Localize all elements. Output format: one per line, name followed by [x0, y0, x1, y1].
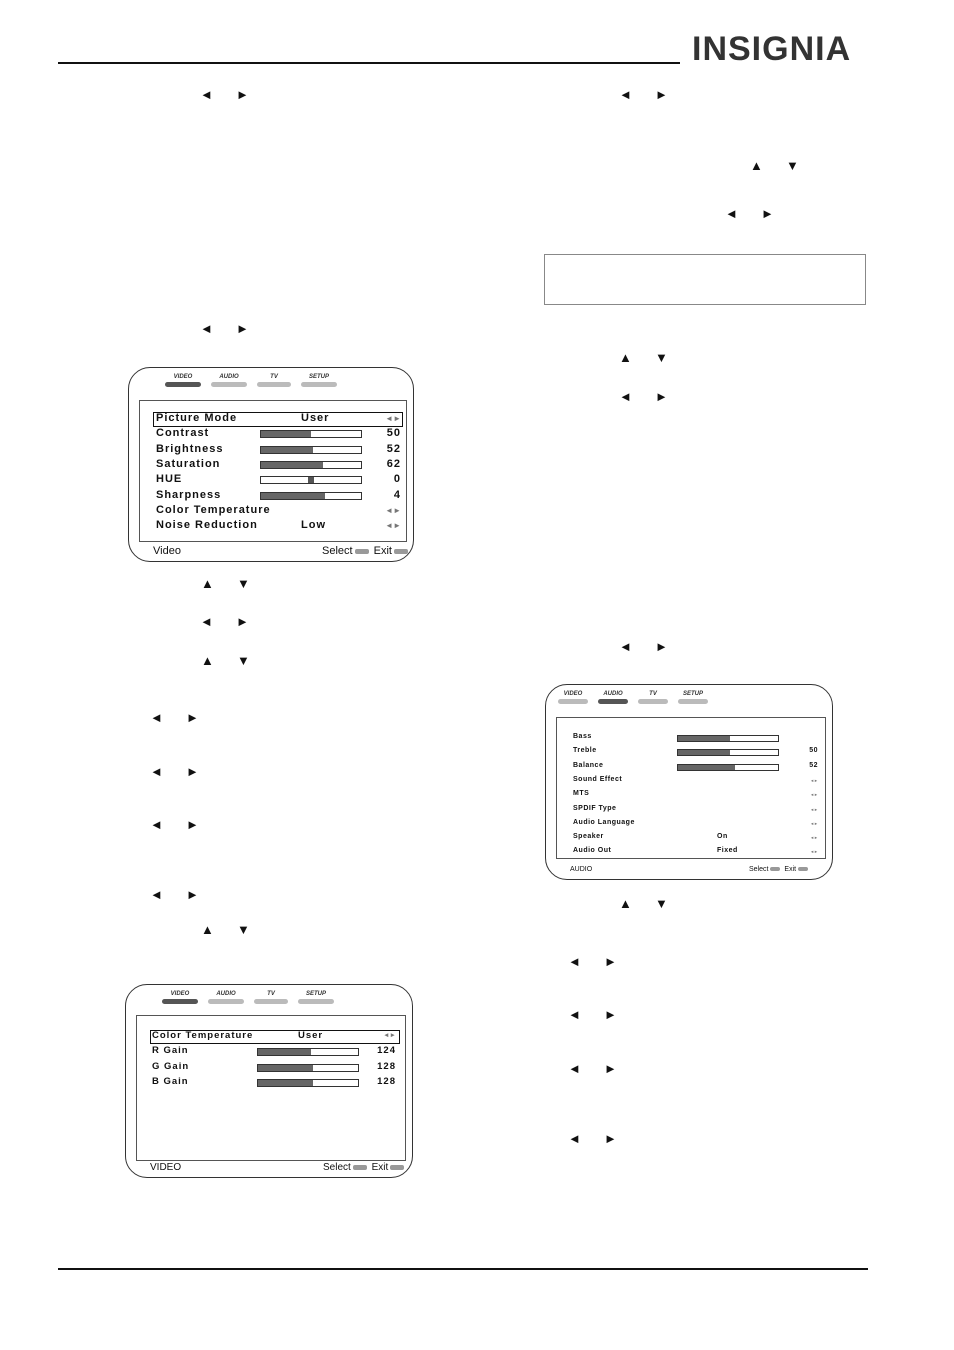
down-arrow-icon: ▼	[655, 350, 668, 365]
select-key-icon	[353, 1165, 367, 1170]
right-arrow-icon: ►	[655, 389, 668, 404]
tab-pill	[558, 699, 588, 704]
tab-pill	[257, 382, 291, 387]
right-arrow-icon: ►	[186, 887, 199, 902]
left-arrow-icon: ◄	[568, 1061, 581, 1076]
right-arrow-icon: ►	[236, 614, 249, 629]
select-label: Select	[749, 866, 769, 873]
menu-item-label[interactable]: Audio Language	[573, 818, 635, 826]
menu-item-label[interactable]: MTS	[573, 790, 590, 798]
slider-fill	[261, 431, 311, 437]
tab-label: TV	[267, 991, 275, 997]
menu-item-value: 62	[386, 457, 401, 470]
tab-pill	[298, 999, 334, 1004]
level-slider[interactable]	[677, 735, 779, 742]
select-key-icon	[770, 867, 780, 871]
adjust-arrows-icon: ◄►	[810, 792, 818, 798]
tab-pill	[211, 382, 247, 387]
menu-item-label[interactable]: Saturation	[156, 457, 221, 470]
menu-item-value: 128	[377, 1075, 396, 1087]
left-arrow-icon: ◄	[568, 1131, 581, 1146]
right-arrow-icon: ►	[604, 1007, 617, 1022]
menu-item-label[interactable]: Treble	[573, 747, 597, 755]
audio-footer-left: AUDIO	[570, 866, 593, 873]
adjust-arrows-icon: ◄►	[810, 849, 818, 855]
selected-item-highlight	[150, 1030, 400, 1044]
footer-rule	[58, 1268, 868, 1270]
slider-fill	[261, 493, 325, 499]
down-arrow-icon: ▼	[237, 576, 250, 591]
tab-tv[interactable]	[254, 991, 288, 1004]
level-slider[interactable]	[260, 461, 362, 469]
menu-key-icon	[390, 1165, 404, 1170]
tab-label: VIDEO	[563, 691, 583, 697]
menu-item-value: On	[717, 833, 728, 841]
menu-item-label[interactable]: Brightness	[156, 442, 224, 455]
left-arrow-icon: ◄	[200, 614, 213, 629]
down-arrow-icon: ▼	[237, 922, 250, 937]
right-arrow-icon: ►	[236, 321, 249, 336]
level-slider[interactable]	[260, 430, 362, 438]
down-arrow-icon: ▼	[237, 653, 250, 668]
select-label: Select	[322, 545, 353, 557]
menu-item-label[interactable]: Balance	[573, 761, 604, 769]
adjust-arrows-icon: ◄►	[810, 835, 818, 841]
left-arrow-icon: ◄	[150, 817, 163, 832]
video-menu-tabs	[165, 374, 347, 387]
menu-item-label[interactable]: Noise Reduction	[156, 519, 258, 532]
left-arrow-icon: ◄	[200, 321, 213, 336]
tab-audio[interactable]	[598, 691, 628, 704]
adjust-arrows-icon: ◄►	[385, 521, 401, 531]
audio-menu-tabs	[558, 691, 718, 704]
adjust-arrows-icon: ◄►	[385, 414, 401, 423]
tab-label: SETUP	[682, 691, 703, 697]
right-arrow-icon: ►	[186, 764, 199, 779]
tab-pill	[638, 699, 668, 704]
menu-item-value: User	[298, 1030, 324, 1041]
menu-item-label[interactable]: R Gain	[152, 1045, 189, 1057]
tab-label: AUDIO	[216, 991, 236, 997]
slider-fill	[261, 447, 313, 453]
up-arrow-icon: ▲	[750, 158, 763, 173]
menu-item-value: 124	[377, 1045, 396, 1057]
audio-footer-right	[749, 866, 810, 873]
tab-label: SETUP	[308, 374, 329, 380]
menu-item-value: 4	[393, 488, 401, 501]
tab-label: VIDEO	[173, 374, 193, 380]
right-arrow-icon: ►	[186, 817, 199, 832]
select-label: Select	[323, 1162, 351, 1173]
note-box	[544, 254, 866, 305]
selected-item-highlight	[153, 412, 403, 427]
menu-key-icon	[394, 549, 408, 554]
tab-pill	[208, 999, 244, 1004]
menu-item-label[interactable]: Sharpness	[156, 488, 222, 501]
left-arrow-icon: ◄	[150, 710, 163, 725]
left-arrow-icon: ◄	[619, 389, 632, 404]
left-arrow-icon: ◄	[725, 206, 738, 221]
menu-item-label[interactable]: Audio Out	[573, 847, 612, 855]
tab-pill	[165, 382, 201, 387]
slider-fill	[678, 750, 730, 755]
slider-fill	[261, 462, 323, 468]
right-arrow-icon: ►	[761, 206, 774, 221]
exit-label: Exit	[784, 866, 797, 873]
tab-pill	[598, 699, 628, 704]
right-arrow-icon: ►	[186, 710, 199, 725]
color-temp-footer-right	[323, 1162, 406, 1173]
color-temp-footer-left: VIDEO	[150, 1162, 182, 1173]
slider-fill	[678, 765, 735, 770]
menu-item-value: 52	[809, 761, 818, 769]
level-slider[interactable]	[257, 1048, 359, 1056]
slider-fill	[258, 1080, 313, 1086]
left-arrow-icon: ◄	[150, 764, 163, 779]
tab-tv[interactable]	[257, 374, 291, 387]
color-temp-menu-tabs	[162, 991, 344, 1004]
tab-pill	[678, 699, 708, 704]
menu-item-label[interactable]: SPDIF Type	[573, 804, 617, 812]
tab-label: TV	[649, 691, 657, 697]
tab-pill	[301, 382, 337, 387]
menu-item-value: 50	[386, 427, 401, 440]
level-slider[interactable]	[260, 476, 362, 484]
menu-item-value: 52	[386, 442, 401, 455]
menu-item-value: Fixed	[717, 847, 738, 855]
up-arrow-icon: ▲	[619, 350, 632, 365]
up-arrow-icon: ▲	[201, 653, 214, 668]
tab-label: TV	[270, 374, 278, 380]
select-key-icon	[355, 549, 369, 554]
adjust-arrows-icon: ◄►	[810, 806, 818, 812]
right-arrow-icon: ►	[604, 954, 617, 969]
adjust-arrows-icon: ◄►	[385, 505, 401, 515]
tab-setup[interactable]	[298, 991, 334, 1004]
menu-item-label[interactable]: Picture Mode	[156, 412, 238, 424]
down-arrow-icon: ▼	[786, 158, 799, 173]
tab-pill	[162, 999, 198, 1004]
tab-label: SETUP	[305, 991, 326, 997]
menu-item-label[interactable]: Color Temperature	[152, 1030, 254, 1041]
tab-pill	[254, 999, 288, 1004]
video-menu-footer-left: Video	[153, 545, 181, 557]
right-arrow-icon: ►	[655, 639, 668, 654]
left-arrow-icon: ◄	[568, 1007, 581, 1022]
menu-item-value: User	[301, 412, 330, 424]
menu-item-value: Low	[301, 519, 326, 532]
tab-video[interactable]	[165, 374, 201, 387]
menu-item-label[interactable]: B Gain	[152, 1075, 189, 1087]
slider-fill	[258, 1065, 313, 1071]
brand-logo: INSIGNIA	[692, 30, 852, 68]
menu-item-label[interactable]: Speaker	[573, 833, 604, 841]
left-arrow-icon: ◄	[619, 639, 632, 654]
right-arrow-icon: ►	[655, 87, 668, 102]
level-slider[interactable]	[257, 1079, 359, 1087]
menu-item-label[interactable]: G Gain	[152, 1060, 190, 1072]
color-temp-menu-screen	[125, 984, 413, 1178]
right-arrow-icon: ►	[604, 1061, 617, 1076]
tab-tv[interactable]	[638, 691, 668, 704]
audio-menu-screen	[545, 684, 833, 880]
level-slider[interactable]	[260, 492, 362, 500]
right-arrow-icon: ►	[236, 87, 249, 102]
menu-item-value: 128	[377, 1060, 396, 1072]
adjust-arrows-icon: ◄►	[810, 777, 818, 783]
video-menu-screen	[128, 367, 414, 562]
header-rule	[58, 62, 680, 64]
tab-setup[interactable]	[678, 691, 708, 704]
exit-label: Exit	[371, 1162, 389, 1173]
menu-item-value: 50	[809, 747, 818, 755]
adjust-arrows-icon: ◄►	[383, 1032, 396, 1039]
menu-item-value: 0	[393, 473, 401, 486]
video-menu-footer-right	[322, 545, 410, 557]
tab-label: VIDEO	[170, 991, 190, 997]
tab-audio[interactable]	[208, 991, 244, 1004]
tab-video[interactable]	[558, 691, 588, 704]
tab-video[interactable]	[162, 991, 198, 1004]
up-arrow-icon: ▲	[619, 896, 632, 911]
left-arrow-icon: ◄	[200, 87, 213, 102]
menu-item-label[interactable]: Contrast	[156, 427, 210, 440]
down-arrow-icon: ▼	[655, 896, 668, 911]
up-arrow-icon: ▲	[201, 922, 214, 937]
tab-audio[interactable]	[211, 374, 247, 387]
tab-setup[interactable]	[301, 374, 337, 387]
tab-label: AUDIO	[603, 691, 623, 697]
left-arrow-icon: ◄	[568, 954, 581, 969]
slider-fill	[678, 736, 730, 741]
menu-item-label[interactable]: Bass	[573, 733, 592, 740]
right-arrow-icon: ►	[604, 1131, 617, 1146]
level-slider[interactable]	[677, 764, 779, 771]
level-slider[interactable]	[677, 749, 779, 756]
left-arrow-icon: ◄	[619, 87, 632, 102]
exit-label: Exit	[373, 545, 392, 557]
tab-label: AUDIO	[219, 374, 239, 380]
left-arrow-icon: ◄	[150, 887, 163, 902]
slider-knob	[308, 477, 314, 483]
up-arrow-icon: ▲	[201, 576, 214, 591]
menu-item-label[interactable]: Color Temperature	[156, 503, 271, 516]
level-slider[interactable]	[257, 1064, 359, 1072]
adjust-arrows-icon: ◄►	[810, 820, 818, 826]
slider-fill	[258, 1049, 311, 1055]
menu-key-icon	[798, 867, 808, 871]
level-slider[interactable]	[260, 446, 362, 454]
menu-item-label[interactable]: HUE	[156, 473, 183, 486]
menu-item-label[interactable]: Sound Effect	[573, 775, 623, 783]
